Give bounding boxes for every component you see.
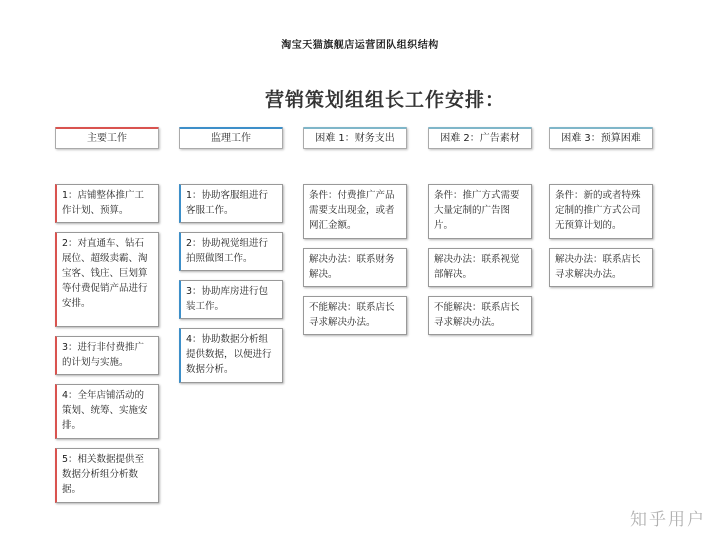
condition-card: 条件：推广方式需要大量定制的广告图片。	[428, 184, 532, 239]
task-card: 4：全年店铺活动的策划、统筹、实施安排。	[55, 384, 159, 439]
column-difficulty-ad-material	[428, 127, 532, 344]
column-difficulty-finance	[303, 127, 407, 344]
task-card: 5：相关数据提供至数据分析组分析数据。	[55, 448, 159, 503]
task-card: 3：协助库房进行包装工作。	[179, 280, 283, 319]
fallback-card: 不能解决：联系店长寻求解决办法。	[303, 296, 407, 335]
card-list	[549, 184, 653, 287]
column-header: 监理工作	[179, 127, 283, 149]
page-title: 营销策划组组长工作安排：	[264, 89, 505, 111]
column-header: 困难 3：预算困难	[549, 127, 653, 149]
card-list	[55, 184, 159, 503]
column-header: 主要工作	[55, 127, 159, 149]
solution-card: 解决办法：联系店长寻求解决办法。	[549, 248, 653, 287]
column-difficulty-budget	[549, 127, 653, 296]
solution-card: 解决办法：联系财务解决。	[303, 248, 407, 287]
card-list	[428, 184, 532, 335]
column-main-work	[55, 127, 159, 512]
condition-card: 条件：新的或者特殊定制的推广方式公司无预算计划的。	[549, 184, 653, 239]
condition-card: 条件：付费推广产品需要支出现金，或者网汇金额。	[303, 184, 407, 239]
task-card: 2：协助视觉组进行拍照做图工作。	[179, 232, 283, 271]
task-card: 1：店铺整体推广工作计划、预算。	[55, 184, 159, 223]
watermark: 知乎用户	[630, 510, 706, 530]
task-card: 1：协助客服组进行客服工作。	[179, 184, 283, 223]
solution-card: 解决办法：联系视觉部解决。	[428, 248, 532, 287]
task-card: 4：协助数据分析组提供数据，以便进行数据分析。	[179, 328, 283, 383]
column-supervision-work	[179, 127, 283, 392]
column-header: 困难 2：广告素材	[428, 127, 532, 149]
task-card: 3：进行非付费推广的计划与实施。	[55, 336, 159, 375]
org-structure-title: 淘宝天猫旗舰店运营团队组织结构	[281, 40, 439, 51]
fallback-card: 不能解决：联系店长寻求解决办法。	[428, 296, 532, 335]
task-card: 2：对直通车、钻石展位、超级卖霸、淘宝客、钱庄、巨划算等付费促销产品进行安排。	[55, 232, 159, 327]
column-header: 困难 1：财务支出	[303, 127, 407, 149]
card-list	[303, 184, 407, 335]
card-list	[179, 184, 283, 383]
